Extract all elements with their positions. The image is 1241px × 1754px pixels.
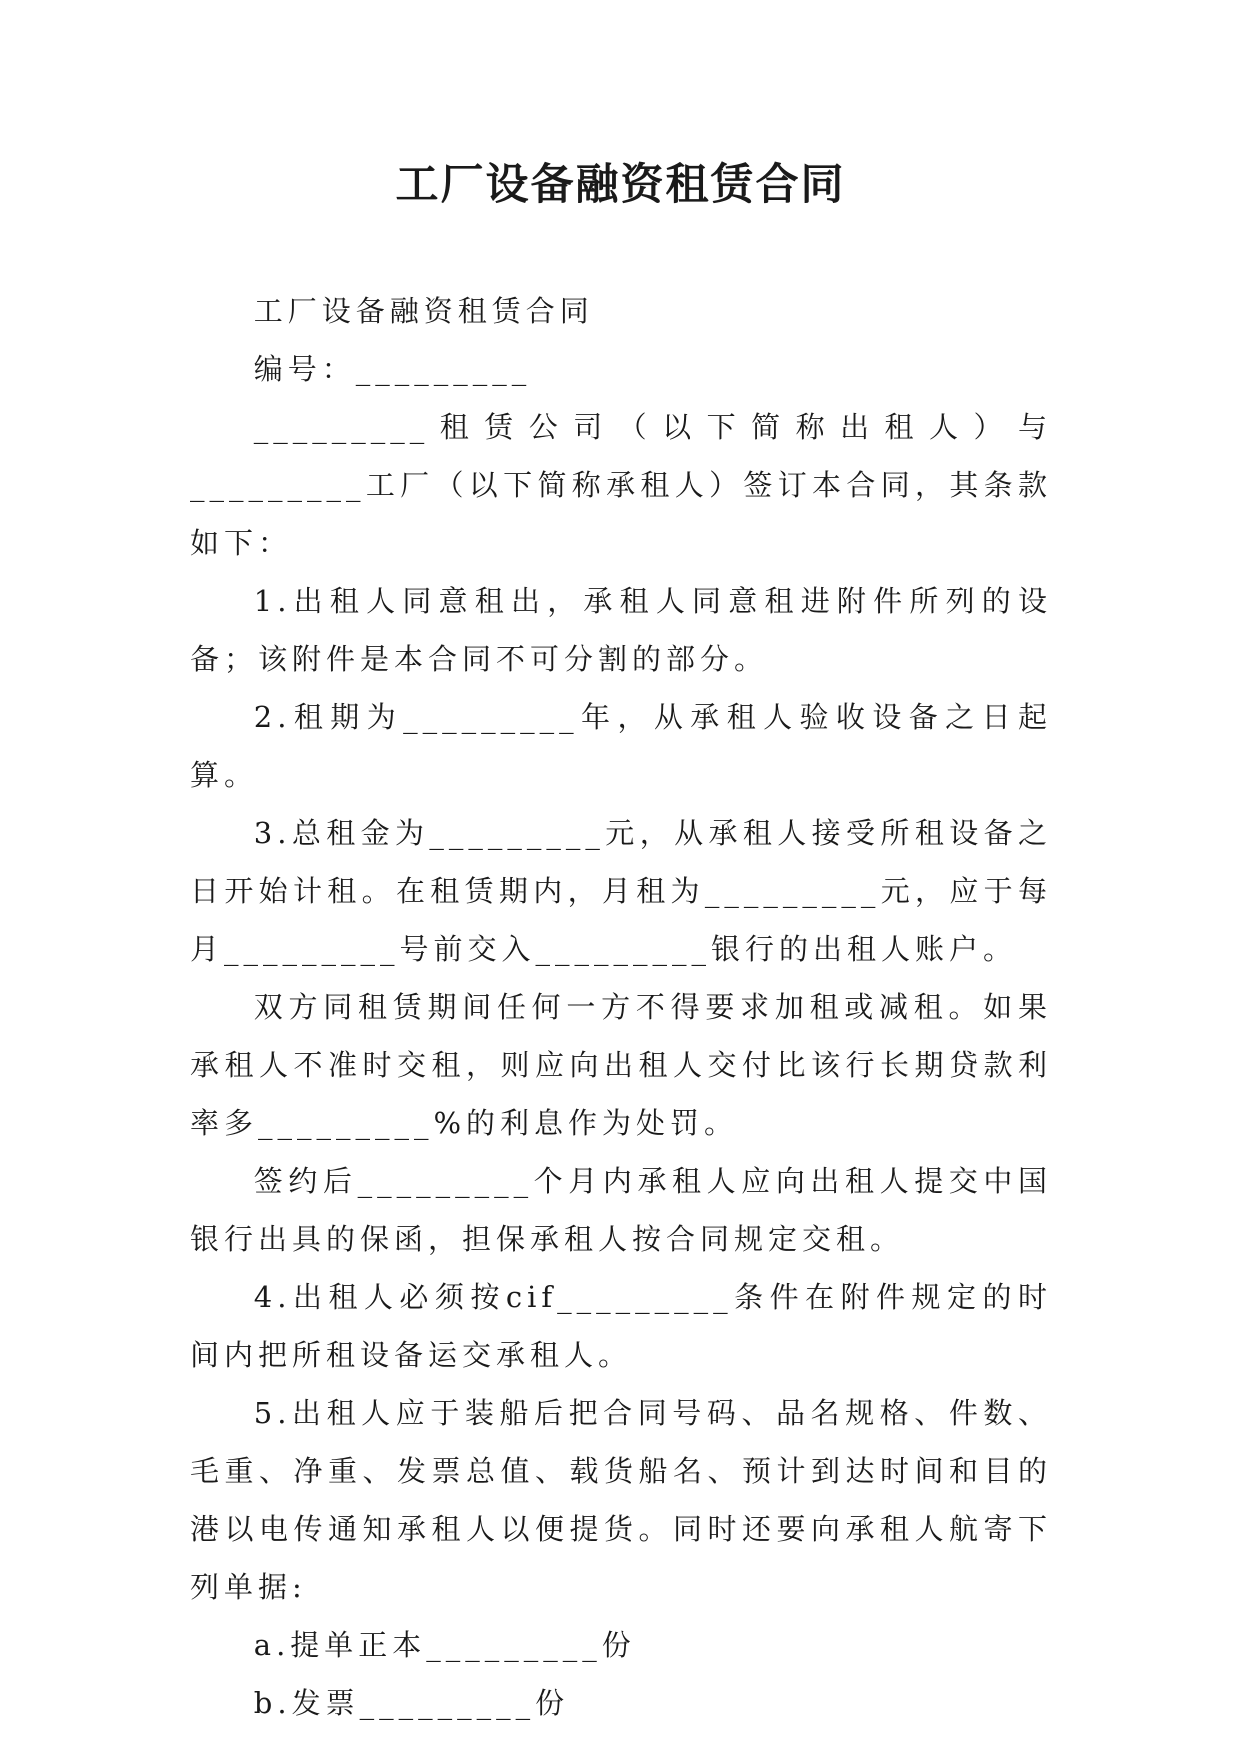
paragraph: _________租赁公司（以下简称出租人）与_________工厂（以下简称承租人）签订本合同，其条款如下： (190, 410, 1052, 560)
paragraph: 签约后_________个月内承租人应向出租人提交中国银行出具的保函，担保承租人按合同规定交租。 (190, 1164, 1052, 1256)
document-body (190, 282, 1052, 1732)
paragraph: 4.出租人必须按cif_________条件在附件规定的时间内把所租设备运交承租人。 (190, 1280, 1052, 1372)
paragraph: 5.出租人应于装船后把合同号码、品名规格、件数、毛重、净重、发票总值、载货船名、预计到达时间和目的港以电传通知承租人以便提货。同时还要向承租人航寄下列单据: (190, 1396, 1052, 1604)
paragraph: b.发票_________份 (253, 1686, 570, 1720)
paragraph: 双方同租赁期间任何一方不得要求加租或减租。如果承租人不准时交租，则应向出租人交付比该行长期贷款利率多_________%的利息作为处罚。 (190, 990, 1052, 1140)
paragraph: 编号：_________ (253, 352, 532, 386)
paragraph: 2.租期为_________年，从承租人验收设备之日起算。 (190, 700, 1052, 792)
paragraph: 1.出租人同意租出，承租人同意租进附件所列的设备；该附件是本合同不可分割的部分。 (190, 584, 1052, 676)
paragraph: a.提单正本_________份 (253, 1628, 636, 1662)
paragraph: 工厂设备融资租赁合同 (253, 294, 594, 328)
document-title: 工厂设备融资租赁合同 (395, 160, 846, 210)
paragraph: 3.总租金为_________元，从承租人接受所租设备之日开始计租。在租赁期内，月租为_________元，应于每月_________号前交入_________银行的出租人账户。 (190, 816, 1052, 966)
